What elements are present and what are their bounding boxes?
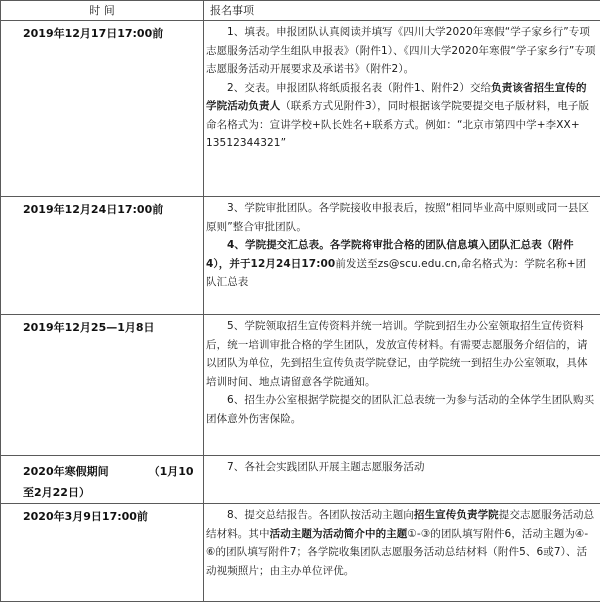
time-cell xyxy=(1,456,204,504)
text-run: 2、交表。申报团队将纸质报名表（附件1、附件2）交给 xyxy=(227,81,492,94)
text-run: 前发送至zs@scu.edu.cn,命名格式为：学院名称+团队汇总表 xyxy=(206,257,587,288)
table-row xyxy=(1,504,600,602)
paragraph xyxy=(206,506,596,580)
items-cell xyxy=(204,21,600,197)
date-text: 2019年12月25—1月8日 xyxy=(23,321,155,334)
paragraph xyxy=(206,79,596,153)
bold-text: 招生宣传负责学院 xyxy=(413,509,499,521)
time-cell xyxy=(1,504,204,602)
time-cell xyxy=(1,21,204,197)
items-cell xyxy=(204,315,600,456)
date-range-text: （1月10至2月22日） xyxy=(23,465,194,499)
bold-text: 负责该省招生宣传的学院活动负责人 xyxy=(206,81,587,112)
bold-text: 4、学院提交汇总表。各学院将审批合格的团队信息填入团队汇总表（附件4），并于12月24日17:00 xyxy=(206,239,574,270)
table-row xyxy=(1,315,600,456)
text-run: ①-③的团队填写附件6，活动主题为④-⑥的团队填写附件7；各学院收集团队志愿服务活动总结材料（附件5、6或7）、活动视频照片；由主办单位评优。 xyxy=(206,527,589,577)
text-run: （联系方式见附件3），同时根据该学院要提交电子版材料，电子版命名格式为：宣讲学校+队长姓名+联系方式。例如：“北京市第四中学+李XX+ 13512344321” xyxy=(206,100,590,149)
items-cell xyxy=(204,456,600,504)
date-text: 2019年12月24日17:00前 xyxy=(23,203,164,216)
header-items: 报名事项 xyxy=(204,1,600,21)
text-run: 7、各社会实践团队开展主题志愿服务活动 xyxy=(227,461,425,473)
date-block xyxy=(1,456,203,503)
paragraph xyxy=(206,23,596,79)
date-text: 2020年3月9日17:00前 xyxy=(23,510,148,523)
bold-text: 活动主题为活动简介中的主题 xyxy=(269,527,408,540)
items-cell xyxy=(204,504,600,602)
text-run: 6、招生办公室根据学院提交的团队汇总表统一为参与活动的全体学生团队购买团体意外伤害保险。 xyxy=(206,394,595,425)
text-run: 5、学院领取招生宣传资料并统一培训。学院到招生办公室领取招生宣传资料后，统一培训审批合格的学生团队，发放宣传材料。有需要志愿服务介绍信的，请以团队为单位，先到招生宣传负责学院登记，由学院统一到招生办公室领取，具体培训时间、地点请留意各学院通知。 xyxy=(206,320,588,388)
date-text: 2020年寒假期间 xyxy=(23,465,109,478)
table-row xyxy=(1,197,600,315)
paragraph xyxy=(206,317,596,391)
time-cell xyxy=(1,315,204,456)
paragraph xyxy=(206,458,596,477)
text-run: 8、提交总结报告。各团队按活动主题向 xyxy=(227,509,414,521)
text-run: 提交志愿服务活动总结材料。其中 xyxy=(206,509,595,540)
paragraph xyxy=(206,236,596,292)
time-cell xyxy=(1,197,204,315)
date-text: 2019年12月17日17:00前 xyxy=(23,27,164,40)
text-run: 1、填表。申报团队认真阅读并填写《四川大学2020年寒假“学子家乡行”专项志愿服务活动学生组队申报表》（附件1）、《四川大学2020年寒假“学子家乡行”专项志愿服务活动开展要求及承诺书》（附件2）。 xyxy=(206,26,596,75)
paragraph xyxy=(206,199,596,236)
table-row xyxy=(1,456,600,504)
text-run: 3、学院审批团队。各学院接收申报表后，按照“相同毕业高中原则或同一县区原则”整合审批团队。 xyxy=(206,202,590,233)
paragraph xyxy=(206,391,596,428)
items-cell xyxy=(204,197,600,315)
header-time: 时 间 xyxy=(1,1,204,21)
table-row xyxy=(1,21,600,197)
header-row xyxy=(1,1,600,21)
